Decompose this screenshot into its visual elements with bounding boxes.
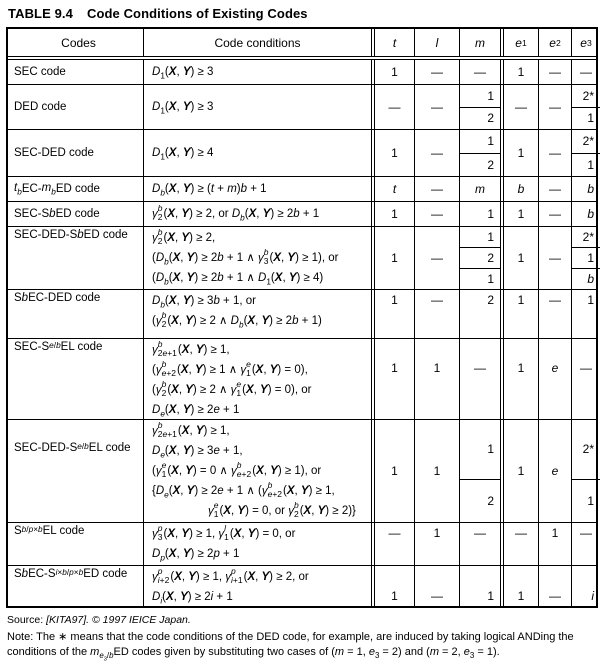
value-t: 1: [371, 227, 414, 289]
value-e2: —: [538, 566, 571, 606]
table-row: [8, 289, 596, 338]
value-m-1: 1: [487, 230, 494, 244]
header-m: m: [459, 29, 500, 56]
value-m: 2: [459, 290, 500, 338]
value-m: [459, 420, 500, 522]
condition-line: ($D_b(X$, Y) ≥ 2b + 1 ∧ γ b 3 (X, Y) ≥ 1), or: [152, 246, 339, 267]
value-e3: —: [571, 523, 600, 565]
value-l: —: [414, 130, 459, 176]
header-e2: e 2: [538, 29, 571, 56]
value-m: —: [459, 339, 500, 419]
table-row: [8, 226, 596, 289]
code-name: DED code: [14, 101, 67, 113]
value-e3: —: [571, 60, 600, 84]
value-e1: 1: [500, 130, 538, 176]
condition-line: $D_1(X$, Y) ≥ 4: [152, 147, 214, 162]
header-codes: Codes: [61, 35, 96, 50]
value-e1: 1: [500, 566, 538, 606]
value-m-bottom: 2: [460, 153, 500, 177]
value-e3-3: b: [572, 268, 600, 289]
value-e1: 1: [500, 290, 538, 338]
value-m-bottom: 2: [460, 479, 500, 522]
value-e3: [571, 420, 600, 522]
code-name: S b/p×b EL code: [14, 525, 85, 537]
header-l: l: [414, 29, 459, 56]
condition-line: $D_b(X$, Y) ≥ 3b + 1, or: [152, 295, 256, 310]
value-l: —: [414, 177, 459, 201]
condition-line: ($D_b(X$, Y) ≥ 2b + 1 ∧ $D_1(X$, Y) ≥ 4): [152, 272, 324, 287]
value-e3: b: [571, 177, 600, 201]
value-t: 1: [371, 130, 414, 176]
condition-line: γ b 2 (X, Y) ≥ 2,: [152, 227, 216, 246]
header-e1: e 1: [500, 29, 538, 56]
value-e3-top: 2*: [582, 88, 594, 103]
table-row: [8, 176, 596, 201]
value-l: —: [414, 566, 459, 606]
value-t: 1: [371, 420, 414, 522]
table-title: [6, 4, 600, 27]
value-m: —: [459, 60, 500, 84]
code-name: SEC-DED code: [14, 147, 94, 159]
value-m-bottom: 2: [460, 107, 500, 130]
value-l: —: [414, 202, 459, 226]
value-t: 1: [371, 290, 414, 338]
table-row: [8, 201, 596, 226]
condition-line: $D_i(X$, Y) ≥ 2i + 1: [152, 591, 233, 606]
table-number: TABLE 9.4: [8, 6, 73, 21]
value-e1: 1: [500, 227, 538, 289]
value-m-top: 1: [487, 442, 494, 457]
value-e3-top: 2*: [582, 134, 594, 149]
condition-line: (γ e 1 (X, Y) = 0 ∧ γ b e+2 (X, Y) ≥ 1), or: [152, 459, 322, 479]
condition-line: γ e 1 (X, Y) = 0, or γ b 2 (X, Y) ≥ 2)}: [208, 499, 356, 519]
value-e3-bottom: 1: [572, 479, 600, 522]
condition-line: γ b 2e+1 (X, Y) ≥ 1,: [152, 339, 230, 358]
value-e3: [571, 130, 600, 176]
value-m-top: 1: [487, 134, 494, 149]
value-m-top: 1: [487, 88, 494, 103]
value-e1: 1: [500, 60, 538, 84]
value-e3: b: [571, 202, 600, 226]
condition-line: $D_e(X$, Y) ≥ 2e + 1: [152, 404, 240, 419]
condition-line: γ p i+2 (X, Y) ≥ 1, γ p i+1 (X, Y) ≥ 2, or: [152, 566, 309, 585]
code-name: SEC-DED-S b ED code: [14, 229, 128, 241]
code-name: S b EC-DED code: [14, 292, 101, 304]
value-e3: i: [571, 566, 600, 606]
condition-line: $D_1(X$, Y) ≥ 3: [152, 101, 214, 116]
header-conditions: Code conditions: [143, 29, 371, 56]
value-l: 1: [414, 420, 459, 522]
condition-line: $D_b(X$, Y) ≥ (t + m)b + 1: [152, 183, 267, 198]
value-l: 1: [414, 523, 459, 565]
value-e1: —: [500, 523, 538, 565]
value-e1: 1: [500, 339, 538, 419]
value-e2: —: [538, 130, 571, 176]
code-name: $t_b$ EC- $m_b$ ED code: [14, 181, 100, 197]
table-row: [8, 338, 596, 419]
value-e1: 1: [500, 420, 538, 522]
condition-line: γ b 2e+1 (X, Y) ≥ 1,: [152, 420, 230, 439]
source-note: Source: [KITA97]. © 1997 IEICE Japan.: [7, 614, 191, 626]
value-e3: 1: [571, 290, 600, 338]
table-footer: [6, 608, 600, 668]
condition-line: (γ b 2 (X, Y) ≥ 2 ∧ γ e 1 (X, Y) = 0), or: [152, 378, 312, 398]
header-e3: e 3: [571, 29, 600, 56]
value-l: —: [414, 227, 459, 289]
value-e2: —: [538, 177, 571, 201]
header-t: t: [371, 29, 414, 56]
table-caption: Code Conditions of Existing Codes: [86, 6, 308, 21]
value-t: 1: [371, 202, 414, 226]
value-e2: 1: [538, 523, 571, 565]
asterisk-note: Note: The ∗ means that the code conditions of the DED code, for example, are induced by taking logical ANDing the conditions of the $m_{e_3/b}ED$ codes given by substituting two cases of (m = 1, $e_3 = 2$) and (m = 2, $e_3 = 1$).: [7, 631, 574, 663]
value-e3-1: 2*: [582, 230, 594, 244]
condition-line: $D_p(X$, Y) ≥ 2p + 1: [152, 548, 240, 563]
value-e3: [571, 227, 600, 289]
value-l: 1: [414, 339, 459, 419]
value-m: —: [459, 523, 500, 565]
condition-line: $D_1(X$, Y) ≥ 3: [152, 66, 214, 81]
value-e2: —: [538, 202, 571, 226]
value-e3-bottom: 1: [572, 107, 600, 130]
condition-line: $D_e(X$, Y) ≥ 3e + 1,: [152, 445, 243, 460]
value-m: [459, 130, 500, 176]
condition-line: γ b 2 (X, Y) ≥ 2, or $D_b(X$, Y) ≥ 2b + 1: [152, 202, 320, 223]
table-row: [8, 522, 596, 565]
value-t: 1: [371, 566, 414, 606]
code-name: SEC-S b ED code: [14, 208, 100, 220]
value-m: m: [459, 177, 500, 201]
value-e3-2: 1: [572, 247, 600, 268]
value-t: —: [371, 523, 414, 565]
code-conditions-table: [6, 27, 598, 608]
table-row: [8, 56, 596, 84]
table-header-row: [8, 29, 596, 56]
value-t: 1: [371, 339, 414, 419]
value-e2: e: [538, 420, 571, 522]
value-l: —: [414, 290, 459, 338]
value-t: t: [371, 177, 414, 201]
value-m-2: 2: [460, 247, 500, 268]
value-e2: e: [538, 339, 571, 419]
value-e3-bottom: 1: [572, 153, 600, 177]
code-name: SEC code: [14, 66, 66, 78]
value-t: —: [371, 85, 414, 129]
code-name: SEC-DED-S e/b EL code: [14, 442, 131, 454]
value-e3-top: 2*: [582, 442, 594, 457]
code-name: SEC-S e/b EL code: [14, 341, 103, 353]
value-m: 1: [459, 566, 500, 606]
value-e2: —: [538, 60, 571, 84]
value-m-3: 1: [460, 268, 500, 289]
value-t: 1: [371, 60, 414, 84]
value-l: —: [414, 60, 459, 84]
value-e3: [571, 85, 600, 129]
condition-line: γ p 3 (X, Y) ≥ 1, γ l 1 (X, Y) = 0, or: [152, 523, 296, 542]
table-row: [8, 419, 596, 522]
value-e2: —: [538, 290, 571, 338]
value-m: 1: [459, 202, 500, 226]
value-l: —: [414, 85, 459, 129]
value-e3: —: [571, 339, 600, 419]
code-name: S b EC-S i×b/p×b ED code: [14, 568, 128, 580]
value-e2: —: [538, 227, 571, 289]
value-e2: —: [538, 85, 571, 129]
value-e1: 1: [500, 202, 538, 226]
table-row: [8, 565, 596, 606]
table-row: [8, 129, 596, 176]
value-m: [459, 85, 500, 129]
condition-line: (γ b 2 (X, Y) ≥ 2 ∧ $D_b(X$, Y) ≥ 2b + 1): [152, 309, 322, 330]
condition-line: (γ b e+2 (X, Y) ≥ 1 ∧ γ e 1 (X, Y) = 0),: [152, 358, 308, 378]
value-m: [459, 227, 500, 289]
value-e1: —: [500, 85, 538, 129]
condition-line: {$D_e(X$, Y) ≥ 2e + 1 ∧ (γ b e+2 (X, Y) ≥ 1,: [152, 479, 335, 500]
table-row: [8, 84, 596, 129]
value-e1: b: [500, 177, 538, 201]
